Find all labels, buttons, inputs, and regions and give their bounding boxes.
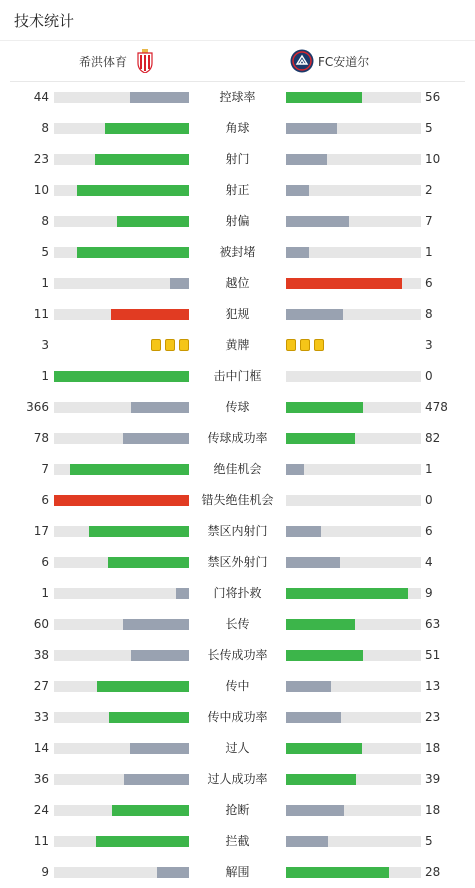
stat-label: 传球成功率: [207, 431, 268, 445]
home-stat-value: 60: [33, 617, 49, 631]
away-stat-bar: [286, 557, 421, 568]
away-yellow-cards: [286, 339, 324, 351]
home-stat-value: 6: [41, 555, 49, 569]
home-team-name: 希洪体育: [78, 54, 127, 69]
away-stat-bar: [286, 154, 421, 165]
stat-row: [0, 392, 475, 423]
away-stat-bar: [286, 867, 421, 878]
stat-row: [0, 454, 475, 485]
away-stat-bar: [286, 433, 421, 444]
home-stat-bar-fill: [108, 557, 189, 568]
away-stat-bar: [286, 247, 421, 258]
stat-row: [0, 299, 475, 330]
away-stat-value: 5: [425, 121, 433, 135]
home-stat-value: 27: [33, 679, 49, 693]
home-stat-value: 366: [26, 400, 49, 414]
home-stat-value: 3: [41, 338, 49, 352]
yellow-card-icon: [165, 339, 175, 351]
home-stat-bar: [54, 681, 189, 692]
home-stat-bar-fill: [176, 588, 190, 599]
stat-label: 门将扑救: [213, 586, 262, 600]
home-stat-bar: [54, 619, 189, 630]
home-stat-value: 33: [33, 710, 49, 724]
away-stat-value: 18: [425, 803, 441, 817]
stat-label: 越位: [225, 276, 250, 290]
away-stat-bar-fill: [286, 867, 389, 878]
stat-row: [0, 485, 475, 516]
home-stat-bar-fill: [130, 92, 189, 103]
away-stat-value: 6: [425, 524, 433, 538]
stat-row: [0, 82, 475, 113]
away-stat-bar-fill: [286, 309, 343, 320]
away-stat-bar: [286, 123, 421, 134]
away-stat-value: 1: [425, 462, 433, 476]
away-stat-value: 1: [425, 245, 433, 259]
home-stat-bar: [54, 867, 189, 878]
yellow-card-icon: [314, 339, 324, 351]
away-stat-bar: [286, 185, 421, 196]
away-stat-bar: [286, 619, 421, 630]
away-stat-bar: [286, 588, 421, 599]
home-stat-bar-fill: [131, 402, 189, 413]
home-stat-bar: [54, 805, 189, 816]
away-stat-bar-fill: [286, 588, 408, 599]
stat-row: [0, 516, 475, 547]
away-stat-bar: [286, 371, 421, 382]
away-team[interactable]: [290, 41, 369, 81]
away-stat-value: 18: [425, 741, 441, 755]
home-stat-value: 11: [33, 307, 49, 321]
stat-label: 禁区内射门: [207, 524, 268, 538]
home-stat-bar: [54, 495, 189, 506]
stat-row: [0, 423, 475, 454]
stat-label: 解围: [225, 865, 250, 879]
away-stat-value: 5: [425, 834, 433, 848]
stat-label: 长传成功率: [207, 648, 268, 662]
away-stat-bar-fill: [286, 464, 304, 475]
stat-label: 传球: [225, 400, 250, 414]
stat-label: 拦截: [225, 834, 250, 848]
stat-label: 击中门框: [213, 369, 262, 383]
away-stat-value: 7: [425, 214, 433, 228]
home-stat-value: 6: [41, 493, 49, 507]
away-stat-bar-fill: [286, 154, 327, 165]
home-team[interactable]: [79, 41, 153, 81]
stat-row: [0, 113, 475, 144]
home-stat-value: 9: [41, 865, 49, 879]
home-stat-bar: [54, 588, 189, 599]
home-stat-bar-fill: [105, 123, 189, 134]
home-stat-bar-fill: [131, 650, 189, 661]
home-stat-bar-fill: [95, 154, 190, 165]
home-stat-bar: [54, 526, 189, 537]
home-stat-bar: [54, 371, 189, 382]
away-stat-value: 51: [425, 648, 441, 662]
away-stat-value: 63: [425, 617, 441, 631]
home-stat-bar-fill: [109, 712, 189, 723]
away-stat-bar-fill: [286, 712, 341, 723]
away-stat-bar-fill: [286, 650, 363, 661]
stat-label: 长传: [225, 617, 250, 631]
away-stat-bar: [286, 805, 421, 816]
stat-row: [0, 795, 475, 826]
away-stat-value: 28: [425, 865, 441, 879]
away-stat-bar-fill: [286, 278, 402, 289]
page-title: 技术统计: [14, 11, 75, 30]
away-stat-bar-fill: [286, 526, 321, 537]
home-stat-bar-fill: [77, 185, 189, 196]
home-stat-bar: [54, 557, 189, 568]
stats-list: [0, 82, 475, 888]
away-stat-value: 9: [425, 586, 433, 600]
home-stat-value: 1: [41, 586, 49, 600]
away-stat-bar-fill: [286, 216, 349, 227]
home-stat-value: 38: [33, 648, 49, 662]
stat-row: [0, 702, 475, 733]
away-stat-bar-fill: [286, 92, 362, 103]
home-stat-value: 14: [33, 741, 49, 755]
away-stat-bar: [286, 309, 421, 320]
home-stat-bar: [54, 743, 189, 754]
away-stat-bar: [286, 774, 421, 785]
home-stat-value: 78: [33, 431, 49, 445]
home-stat-value: 5: [41, 245, 49, 259]
home-stat-value: 36: [33, 772, 49, 786]
home-stat-bar-fill: [54, 371, 189, 382]
stat-label: 过人: [225, 741, 250, 755]
stat-row: [0, 826, 475, 857]
away-stat-value: 56: [425, 90, 441, 104]
away-stat-value: 3: [425, 338, 433, 352]
stat-label: 抢断: [225, 803, 250, 817]
sporting-gijon-crest-icon: [137, 49, 153, 73]
home-stat-bar-fill: [70, 464, 189, 475]
away-stat-bar-fill: [286, 743, 362, 754]
home-stat-bar-fill: [123, 433, 189, 444]
stat-label: 射正: [225, 183, 250, 197]
home-stat-value: 8: [41, 214, 49, 228]
home-stat-value: 8: [41, 121, 49, 135]
home-stat-value: 17: [33, 524, 49, 538]
stat-label: 传中: [225, 679, 250, 693]
home-stat-bar-fill: [112, 805, 189, 816]
away-stat-value: 8: [425, 307, 433, 321]
home-stat-bar: [54, 836, 189, 847]
away-stat-bar: [286, 92, 421, 103]
away-stat-bar: [286, 743, 421, 754]
away-stat-value: 2: [425, 183, 433, 197]
yellow-card-icon: [300, 339, 310, 351]
home-stat-bar-fill: [97, 681, 189, 692]
home-stat-bar: [54, 402, 189, 413]
stat-row: [0, 237, 475, 268]
home-stat-bar: [54, 309, 189, 320]
away-stat-value: 4: [425, 555, 433, 569]
home-stat-value: 10: [33, 183, 49, 197]
away-stat-value: 0: [425, 493, 433, 507]
away-stat-value: 0: [425, 369, 433, 383]
stat-row: [0, 671, 475, 702]
home-stat-bar: [54, 154, 189, 165]
stat-label: 射门: [225, 152, 250, 166]
stat-label: 黄牌: [225, 338, 250, 352]
yellow-card-icon: [151, 339, 161, 351]
home-yellow-cards: [151, 339, 189, 351]
stat-row: [0, 268, 475, 299]
away-stat-bar-fill: [286, 557, 340, 568]
home-stat-value: 23: [33, 152, 49, 166]
stat-row: [0, 640, 475, 671]
stat-row: [0, 764, 475, 795]
stat-row: [0, 206, 475, 237]
away-stat-bar: [286, 402, 421, 413]
yellow-card-icon: [179, 339, 189, 351]
home-stat-bar: [54, 433, 189, 444]
away-stat-value: 39: [425, 772, 441, 786]
away-stat-bar-fill: [286, 185, 309, 196]
home-stat-bar-fill: [96, 836, 189, 847]
away-stat-bar: [286, 278, 421, 289]
stat-row: [0, 547, 475, 578]
stat-label: 过人成功率: [207, 772, 268, 786]
stat-label: 控球率: [219, 90, 256, 104]
stat-row: [0, 175, 475, 206]
away-stat-value: 478: [425, 400, 448, 414]
away-stat-bar-fill: [286, 247, 309, 258]
stat-row: [0, 857, 475, 888]
home-stat-bar-fill: [117, 216, 189, 227]
home-stat-value: 11: [33, 834, 49, 848]
away-stat-value: 13: [425, 679, 441, 693]
stat-label: 禁区外射门: [207, 555, 268, 569]
teams-row: [10, 41, 465, 82]
stat-row: [0, 609, 475, 640]
stat-label: 传中成功率: [207, 710, 268, 724]
away-team-name: FC安道尔: [318, 54, 370, 69]
away-stat-bar: [286, 464, 421, 475]
home-stat-bar: [54, 712, 189, 723]
home-stat-bar-fill: [89, 526, 189, 537]
away-stat-bar-fill: [286, 681, 331, 692]
away-stat-bar-fill: [286, 805, 344, 816]
home-stat-bar: [54, 774, 189, 785]
away-stat-bar: [286, 712, 421, 723]
away-stat-bar: [286, 836, 421, 847]
home-stat-bar: [54, 123, 189, 134]
stat-label: 错失绝佳机会: [201, 493, 274, 507]
home-stat-bar-fill: [111, 309, 189, 320]
home-stat-value: 44: [33, 90, 49, 104]
home-stat-bar-fill: [170, 278, 189, 289]
home-stat-bar-fill: [54, 495, 189, 506]
away-stat-bar-fill: [286, 619, 355, 630]
home-stat-bar-fill: [77, 247, 189, 258]
stat-row: [0, 361, 475, 392]
home-stat-bar-fill: [157, 867, 189, 878]
home-stat-bar: [54, 278, 189, 289]
stat-row: [0, 733, 475, 764]
home-stat-bar-fill: [124, 774, 189, 785]
away-stat-bar-fill: [286, 836, 328, 847]
away-stat-bar: [286, 681, 421, 692]
away-stat-value: 6: [425, 276, 433, 290]
away-stat-value: 23: [425, 710, 441, 724]
stat-label: 被封堵: [219, 245, 256, 259]
home-stat-value: 1: [41, 369, 49, 383]
home-stat-bar: [54, 650, 189, 661]
home-stat-bar: [54, 464, 189, 475]
stat-label: 绝佳机会: [213, 462, 262, 476]
away-stat-bar: [286, 526, 421, 537]
home-stat-bar-fill: [123, 619, 189, 630]
home-stat-bar-fill: [130, 743, 189, 754]
fc-andorra-crest-icon: [290, 49, 314, 73]
away-stat-bar: [286, 495, 421, 506]
stat-row: [0, 578, 475, 609]
home-stat-bar: [54, 216, 189, 227]
stat-label: 犯规: [225, 307, 250, 321]
away-stat-bar-fill: [286, 402, 363, 413]
home-stat-value: 7: [41, 462, 49, 476]
away-stat-value: 10: [425, 152, 441, 166]
away-stat-bar-fill: [286, 123, 337, 134]
stat-row: [0, 144, 475, 175]
stat-row: [0, 330, 475, 361]
home-stat-value: 1: [41, 276, 49, 290]
away-stat-bar-fill: [286, 774, 356, 785]
away-stat-bar: [286, 216, 421, 227]
home-stat-value: 24: [33, 803, 49, 817]
stat-label: 射偏: [225, 214, 250, 228]
away-stat-bar: [286, 650, 421, 661]
home-stat-bar: [54, 247, 189, 258]
home-stat-bar: [54, 185, 189, 196]
away-stat-value: 82: [425, 431, 441, 445]
page-header: [0, 0, 475, 41]
home-stat-bar: [54, 92, 189, 103]
stat-label: 角球: [225, 121, 250, 135]
away-stat-bar-fill: [286, 433, 355, 444]
yellow-card-icon: [286, 339, 296, 351]
